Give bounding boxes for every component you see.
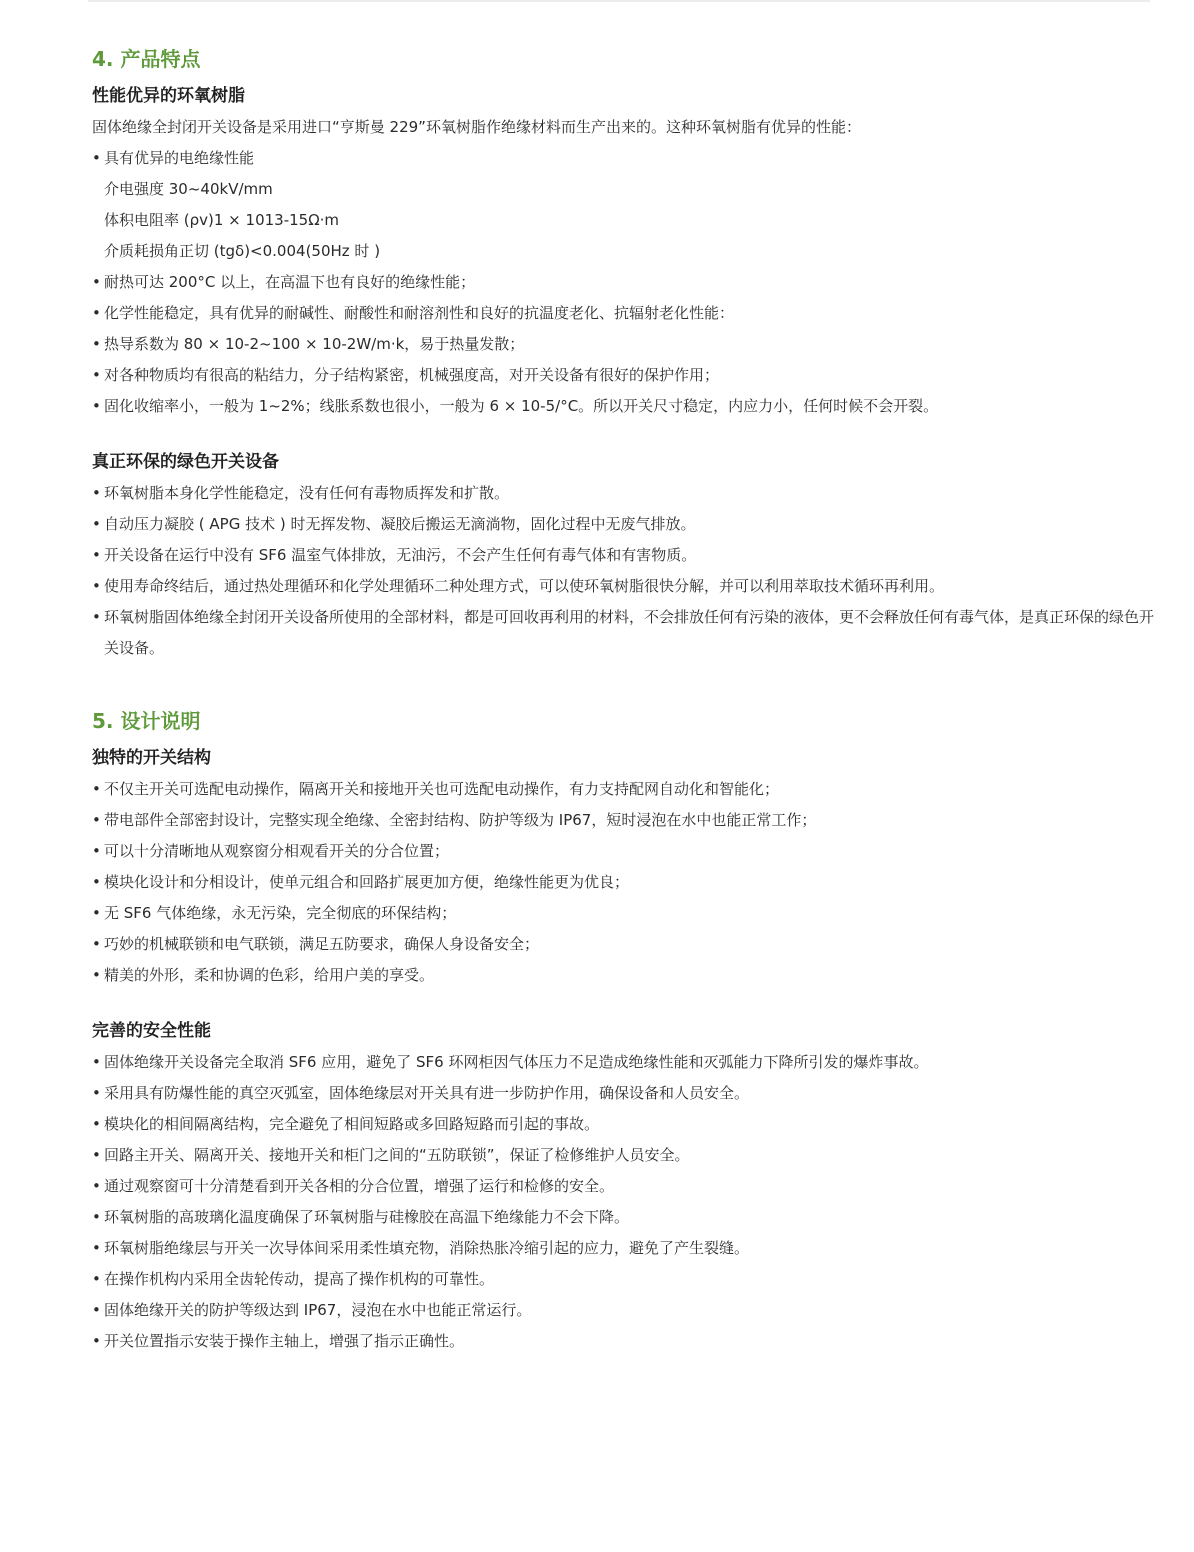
list-item: • 通过观察窗可十分清楚看到开关各相的分合位置，增强了运行和检修的安全。: [92, 1171, 1154, 1202]
list-item: • 模块化的相间隔离结构，完全避免了相间短路或多回路短路而引起的事故。: [92, 1109, 1154, 1140]
list-item: • 自动压力凝胶 ( APG 技术 ) 时无挥发物、凝胶后搬运无滴淌物，固化过程中无废气排放。: [92, 509, 1154, 540]
list-item: • 固化收缩率小，一般为 1~2%；线胀系数也很小，一般为 6 × 10-5/°C。所以开关尺寸稳定，内应力小，任何时候不会开裂。: [92, 391, 1154, 422]
list-item: • 不仅主开关可选配电动操作，隔离开关和接地开关也可选配电动操作，有力支持配网自动化和智能化；: [92, 774, 1154, 805]
section-title-product-features: 4. 产品特点: [92, 47, 201, 71]
list-item: • 环氧树脂的高玻璃化温度确保了环氧树脂与硅橡胶在高温下绝缘能力不会下降。: [92, 1202, 1154, 1233]
list-item: • 使用寿命终结后，通过热处理循环和化学处理循环二种处理方式，可以使环氧树脂很快分解，并可以利用萃取技术循环再利用。: [92, 571, 1154, 602]
list-item: • 回路主开关、隔离开关、接地开关和柜门之间的“五防联锁”，保证了检修维护人员安全。: [92, 1140, 1154, 1171]
epoxy-properties-list-continued: [92, 267, 1154, 422]
list-item: • 开关位置指示安装于操作主轴上，增强了指示正确性。: [92, 1326, 1154, 1357]
list-item: • 开关设备在运行中没有 SF6 温室气体排放，无油污，不会产生任何有毒气体和有害物质。: [92, 540, 1154, 571]
list-item: • 固体绝缘开关的防护等级达到 IP67，浸泡在水中也能正常运行。: [92, 1295, 1154, 1326]
list-item: • 耐热可达 200°C 以上，在高温下也有良好的绝缘性能；: [92, 267, 1154, 298]
epoxy-properties-list: [92, 143, 1154, 174]
list-item: • 对各种物质均有很高的粘结力，分子结构紧密，机械强度高，对开关设备有很好的保护作用；: [92, 360, 1154, 391]
list-item: • 可以十分清晰地从观察窗分相观看开关的分合位置；: [92, 836, 1154, 867]
subsection-title-switch-structure: 独特的开关结构: [92, 748, 211, 768]
document-body: [92, 44, 1154, 1357]
list-item: • 化学性能稳定，具有优异的耐碱性、耐酸性和耐溶剂性和良好的抗温度老化、抗辐射老化性能：: [92, 298, 1154, 329]
list-item: • 无 SF6 气体绝缘，永无污染，完全彻底的环保结构；: [92, 898, 1154, 929]
subsection-title-green-switchgear: 真正环保的绿色开关设备: [92, 452, 279, 472]
epoxy-intro-paragraph: 固体绝缘全封闭开关设备是采用进口“亨斯曼 229”环氧树脂作绝缘材料而生产出来的。这种环氧树脂有优异的性能：: [92, 118, 861, 136]
list-item: • 环氧树脂绝缘层与开关一次导体间采用柔性填充物，消除热胀冷缩引起的应力，避免了产生裂缝。: [92, 1233, 1154, 1264]
green-switchgear-list: [92, 478, 1154, 664]
list-item: • 带电部件全部密封设计，完整实现全绝缘、全密封结构、防护等级为 IP67，短时浸泡在水中也能正常工作；: [92, 805, 1154, 836]
subsection-title-epoxy-resin: 性能优异的环氧树脂: [92, 86, 245, 106]
list-item: • 采用具有防爆性能的真空灭弧室，固体绝缘层对开关具有进一步防护作用，确保设备和人员安全。: [92, 1078, 1154, 1109]
list-item: • 具有优异的电绝缘性能: [92, 143, 1154, 174]
list-item: • 在操作机构内采用全齿轮传动，提高了操作机构的可靠性。: [92, 1264, 1154, 1295]
switch-structure-list: [92, 774, 1154, 991]
list-item: • 精美的外形，柔和协调的色彩，给用户美的享受。: [92, 960, 1154, 991]
section-title-design-notes: 5. 设计说明: [92, 709, 201, 733]
detail-line: 介质耗损角正切 (tgδ)<0.004(50Hz 时 ): [104, 242, 381, 260]
list-item: • 热导系数为 80 × 10-2~100 × 10-2W/m·k，易于热量发散；: [92, 329, 1154, 360]
detail-line: 介电强度 30~40kV/mm: [104, 180, 273, 198]
list-item: • 巧妙的机械联锁和电气联锁，满足五防要求，确保人身设备安全；: [92, 929, 1154, 960]
subsection-title-safety-performance: 完善的安全性能: [92, 1021, 211, 1041]
list-item: • 环氧树脂本身化学性能稳定，没有任何有毒物质挥发和扩散。: [92, 478, 1154, 509]
list-item: • 环氧树脂固体绝缘全封闭开关设备所使用的全部材料，都是可回收再利用的材料，不会排放任何有污染的液体，更不会释放任何有毒气体，是真正环保的绿色开关设备。: [92, 602, 1154, 664]
list-item: • 模块化设计和分相设计，使单元组合和回路扩展更加方便，绝缘性能更为优良；: [92, 867, 1154, 898]
list-item: • 固体绝缘开关设备完全取消 SF6 应用，避免了 SF6 环网柜因气体压力不足造成绝缘性能和灭弧能力下降所引发的爆炸事故。: [92, 1047, 1154, 1078]
top-divider: [88, 0, 1150, 2]
detail-line: 体积电阻率 (ρv)1 × 1013-15Ω·m: [104, 211, 340, 229]
safety-performance-list: [92, 1047, 1154, 1357]
